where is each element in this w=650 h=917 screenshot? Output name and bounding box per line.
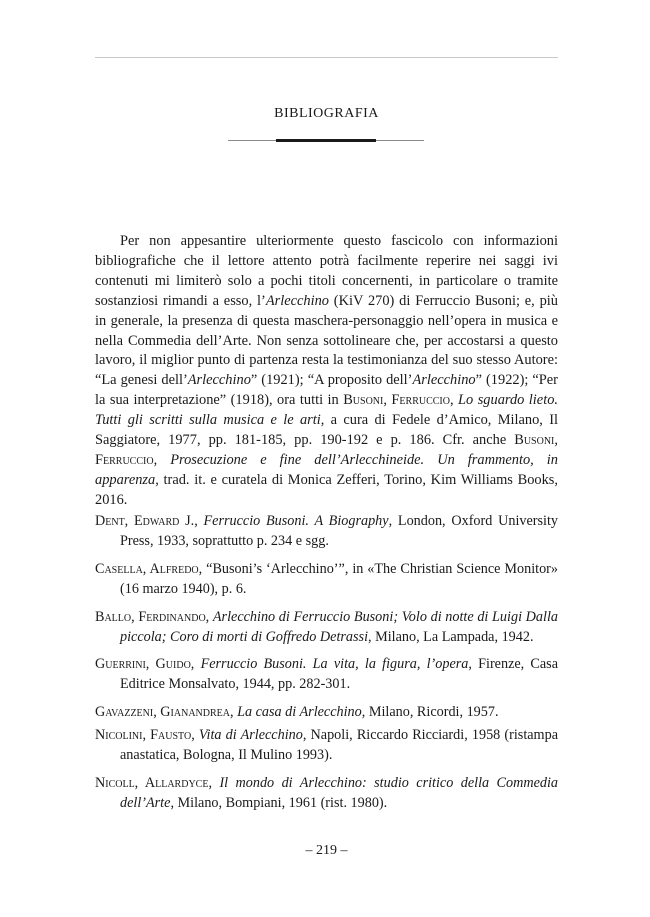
reference-title: Ferruccio Busoni. La vita, la figura, l’opera [200, 656, 469, 673]
intro-author: Busoni, Ferruccio [343, 392, 450, 409]
reference-author: Nicoll, Allardyce [95, 774, 209, 791]
reference-title: Ferruccio Busoni. A Biography [203, 513, 389, 529]
reference-details: , Napoli, Riccardo Ricciardi, 1958 (ristampa anastatica, Bologna, Il Mulino 1993). [120, 727, 558, 764]
reference-details: , Milano, La Lampada, 1942. [368, 628, 534, 645]
reference-author: Casella, Alfredo [95, 560, 199, 577]
reference-details: “Busoni’s ‘Arlecchino’”, in «The Christian Science Monitor» (16 marzo 1940), p. 6. [120, 560, 559, 597]
reference-separator: , [190, 656, 201, 673]
page-number: – 219 – [305, 843, 348, 858]
reference-author: Ballo, Ferdinando [95, 608, 206, 625]
intro-work-title: Lo sguardo lieto. Tutti gli scritti sulla musica e le arti [95, 392, 558, 429]
reference-entry [95, 512, 558, 552]
reference-entry [95, 726, 558, 766]
reference-title: Arlecchino di Ferruccio Busoni; Volo di notte di Luigi Dalla piccola; Coro di morti di Goffredo Detrassi [120, 608, 558, 645]
header-rule [95, 57, 558, 58]
reference-separator: , [205, 608, 213, 625]
reference-details: , Milano, Bompiani, 1961 (rist. 1980). [170, 794, 388, 811]
section-title: BIBLIOGRAFIA [274, 106, 379, 121]
reference-entry [95, 774, 558, 814]
intro-work-title: Arlecchino [187, 372, 251, 389]
intro-work-title: Arlecchino [412, 372, 476, 389]
reference-separator: , [191, 727, 199, 744]
intro-text: , trad. it. e curatela di Monica Zefferi, Torino, Kim Williams Books, 2016. [95, 471, 558, 508]
reference-separator: , [194, 513, 204, 529]
reference-author: Gavazzeni, Gianandrea [95, 704, 230, 721]
intro-work-title: Prosecuzione e fine dell’Arlecchineide. Un frammento, in apparenza [95, 451, 558, 488]
intro-author: Busoni, Ferruccio [95, 432, 558, 468]
intro-text: ” (1922); “Per la sua interpretazione” (1918), ora tutti in [95, 372, 558, 409]
reference-details: , Firenze, Casa Editrice Monsalvato, 1944, pp. 282-301. [120, 656, 558, 693]
reference-author: Guerrini, Guido [95, 656, 191, 673]
reference-entry [95, 560, 558, 600]
reference-separator: , [208, 774, 220, 791]
intro-text: Per non appesantire ulteriormente questo fascicolo con informazioni bibliografiche che il lettore attento potrà facilmente reperire nei saggi ivi contenuti mi limiterò solo a pochi titoli concernenti, in particolare o tramite sostanziosi rimandi a esso, l’ [95, 233, 558, 309]
reference-author: Dent, Edward J. [95, 513, 195, 529]
reference-entry [95, 703, 558, 723]
reference-details: , Milano, Ricordi, 1957. [361, 704, 499, 721]
intro-work-title: Arlecchino [265, 292, 329, 309]
reference-details: , London, Oxford University Press, 1933, soprattutto p. 234 e sgg. [120, 513, 558, 549]
intro-paragraph [95, 232, 558, 511]
reference-separator: , [198, 560, 207, 577]
reference-title: La casa di Arlecchino [237, 704, 362, 721]
intro-text: ” (1921); “A proposito dell’ [250, 372, 413, 389]
reference-title: Vita di Arlecchino [198, 727, 303, 744]
intro-text: , a cura di Fedele d’Amico, Milano, Il Saggiatore, 1977, pp. 181-185, pp. 190-192 e p. 186. Cfr. anche [95, 412, 558, 449]
intro-text: (KiV 270) di Ferruccio Busoni; e, più in generale, la presenza di questa maschera-personaggio nell’opera in musica e nella Commedia dell’Arte. Non senza sottolineare che, per accostarsi a questo lavoro, il miglior punto di partenza resta la testimonianza del suo stesso Autore: “La genesi dell’ [95, 292, 558, 389]
title-underline-accent [276, 139, 376, 142]
reference-entry [95, 608, 558, 648]
reference-list [95, 512, 558, 814]
intro-text: , [449, 392, 459, 409]
reference-author: Nicolini, Fausto [95, 727, 192, 744]
reference-entry [95, 655, 558, 695]
reference-title: Il mondo di Arlecchino: studio critico della Commedia dell’Arte [120, 774, 558, 811]
intro-text: , [153, 451, 171, 468]
reference-separator: , [230, 704, 238, 721]
